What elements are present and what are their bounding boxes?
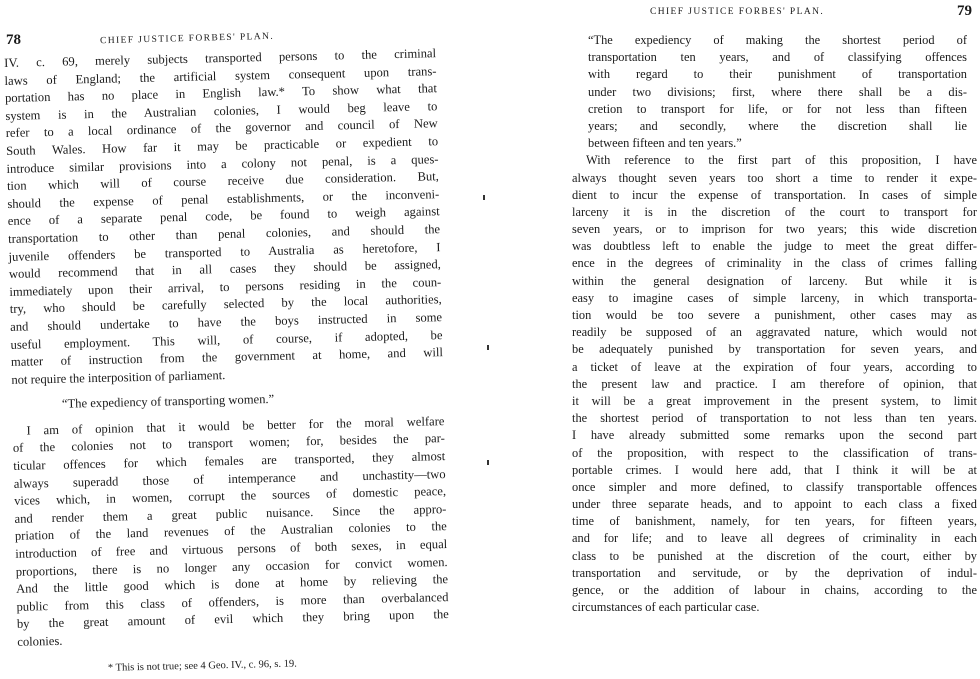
text-line: it will be a great improvement in the present system, to limit (572, 393, 977, 408)
text-line: the shortest period of transportation to not less than ten years. (572, 411, 977, 426)
quote-line: between fifteen and ten years.” (588, 136, 742, 151)
text-line: readily be supposed of an aggravated nature, which would not (572, 325, 977, 340)
text-line: within the general designation of larceny. But while it is (572, 273, 977, 288)
text-line: ticular offences for which females are transported, they almost (13, 449, 446, 473)
text-line: introduction of free and virtuous persons of both sexes, in equal (15, 537, 448, 561)
text-line: was doubtless left to enable the judge to meet the great differ- (572, 239, 977, 254)
text-line: system is in the Australian colonies, I would beg leave to (5, 98, 438, 123)
text-line: easy to imagine cases of simple larceny, in which transporta- (572, 290, 977, 305)
text-line: useful employment. This will, of course, if adopted, be (10, 327, 443, 352)
text-line: of the proposition, with respect to the classification of trans- (572, 445, 977, 460)
text-line: larceny it is in the discretion of the court to transport for (572, 204, 977, 219)
gutter-mark (487, 345, 489, 350)
text-line: priation of the land revenues of the Australian colonies to the (14, 519, 447, 544)
text-line: not require the interposition of parliament. (11, 367, 226, 387)
text-line: by the great amount of evil which they bring upon the (16, 607, 449, 632)
text-line: should the expense of penal establishments, or the inconveni- (7, 186, 440, 211)
left-page (0, 0, 470, 674)
text-line: And the little good which is done at home by relieving the (15, 572, 449, 597)
text-line: proportions, there is no longer any occasion for convict women. (15, 554, 448, 579)
text-line: tion would be too severe a punishment, other cases may as (572, 308, 977, 322)
text-line: IV. c. 69, merely subjects transported persons to the criminal (4, 46, 437, 70)
text-line: immediately upon their arrival, to persons residing in the coun- (9, 274, 442, 299)
text-line: once simpler and more defined, to classify transportable offences (572, 479, 977, 494)
text-line: ence of a separate penal code, be found to weigh against (7, 204, 440, 229)
text-line: With reference to the first part of this proposition, I have (586, 153, 977, 168)
text-line: I am of opinion that it would be better for the moral welfare (26, 413, 445, 438)
text-line: portation has no place in English law.* To show what that (4, 81, 438, 106)
text-line: always superadd those of intemperance and unchastity—two (13, 466, 446, 491)
text-line: class to be punished at the discretion of the court, either by (572, 548, 977, 563)
quoted-heading: “The expediency of transporting women.” (61, 392, 275, 412)
text-line: be adequately punished by transportation for seven years, and (572, 342, 977, 357)
gutter-mark (487, 460, 489, 465)
quote-line: transportation ten years, and of classifying offences (588, 50, 967, 65)
text-line: seven years, or to imprison for two years; this wide discretion (572, 222, 977, 237)
text-line: of the colonies not to transport women; for, besides the par- (12, 431, 445, 456)
running-head: CHIEF JUSTICE FORBES' PLAN. (650, 7, 825, 17)
right-page (490, 0, 980, 653)
text-line: matter of instruction from the government at home, and will (10, 345, 444, 370)
text-line: I have already submitted some remarks upon the second part (572, 428, 977, 443)
text-line: time of banishment, namely, for ten years, for fifteen years, (572, 514, 977, 529)
text-line: portable crimes. I would here add, that I think it will be at (572, 462, 977, 477)
text-line: gence, or the addition of labour in chains, according to the (572, 583, 977, 597)
text-line: refer to a local ordinance of the governor and council of New (5, 116, 438, 141)
text-line: South Wales. How far it may be practicable or expedient to (6, 134, 439, 158)
gutter-mark (483, 195, 485, 200)
text-line: vices which, in women, corrupt the sources of domestic peace, (13, 484, 447, 509)
quote-line: cretion to transport for life, or for not less than fifteen (588, 101, 967, 116)
text-line: tion which will of course receive due consideration. But, (6, 169, 440, 194)
text-line: always thought seven years too short a time to render it expe- (572, 170, 977, 185)
text-line: transportation to other than penal colonies, and should the (8, 222, 441, 246)
text-line: and render them a great public nuisance. Since the appro- (14, 501, 447, 526)
text-line: and for life; and to leave all degrees of criminality in each (572, 531, 977, 546)
text-line: dient to incur the expense of transportation. In cases of simple (572, 187, 977, 202)
text-line: under three separate heads, and to appoint to each class a fixed (572, 497, 977, 512)
text-line: circumstances of each particular case. (572, 600, 760, 615)
quote-line: years; and secondly, where the discretion shall lie (588, 118, 967, 133)
text-line: transportation and servitude, or by the deprivation of indul- (572, 565, 977, 580)
quote-line: with regard to their punishment of transportation (588, 67, 967, 82)
text-line: juvenile offenders be transported to Australia as heretofore, I (8, 239, 441, 264)
text-line: laws of England; the artificial system consequent upon trans- (4, 63, 437, 88)
running-head: CHIEF JUSTICE FORBES' PLAN. (99, 31, 275, 47)
text-line: the present law and practice. I am therefore of opinion, that (572, 376, 977, 391)
quote-line: “The expediency of making the shortest period of (588, 33, 967, 47)
text-line: colonies. (17, 633, 63, 649)
page-number: 78 (6, 32, 21, 48)
text-line: ence in the degrees of criminality in the class of crimes falling (572, 256, 977, 271)
text-line: and should undertake to have the boys instructed in some (10, 310, 443, 334)
quote-line: under two divisions; first, where there shall be a dis- (588, 84, 967, 99)
text-line: a ticket of leave at the expiration of four years, according to (572, 359, 977, 374)
page-number: 79 (957, 3, 972, 19)
body-text (4, 45, 450, 679)
text-line: would recommend that in all cases they should be assigned, (8, 257, 442, 282)
footnote: * This is not true; see 4 Geo. IV., c. 96, s. 19. (107, 658, 297, 674)
text-line: public from this class of offenders, is more than overbalanced (16, 589, 449, 614)
text-line: introduce similar provisions into a colony not penal, is a ques- (6, 151, 439, 176)
text-line: try, who should be carefully selected by the local authorities, (9, 292, 442, 317)
body-text (572, 32, 977, 616)
